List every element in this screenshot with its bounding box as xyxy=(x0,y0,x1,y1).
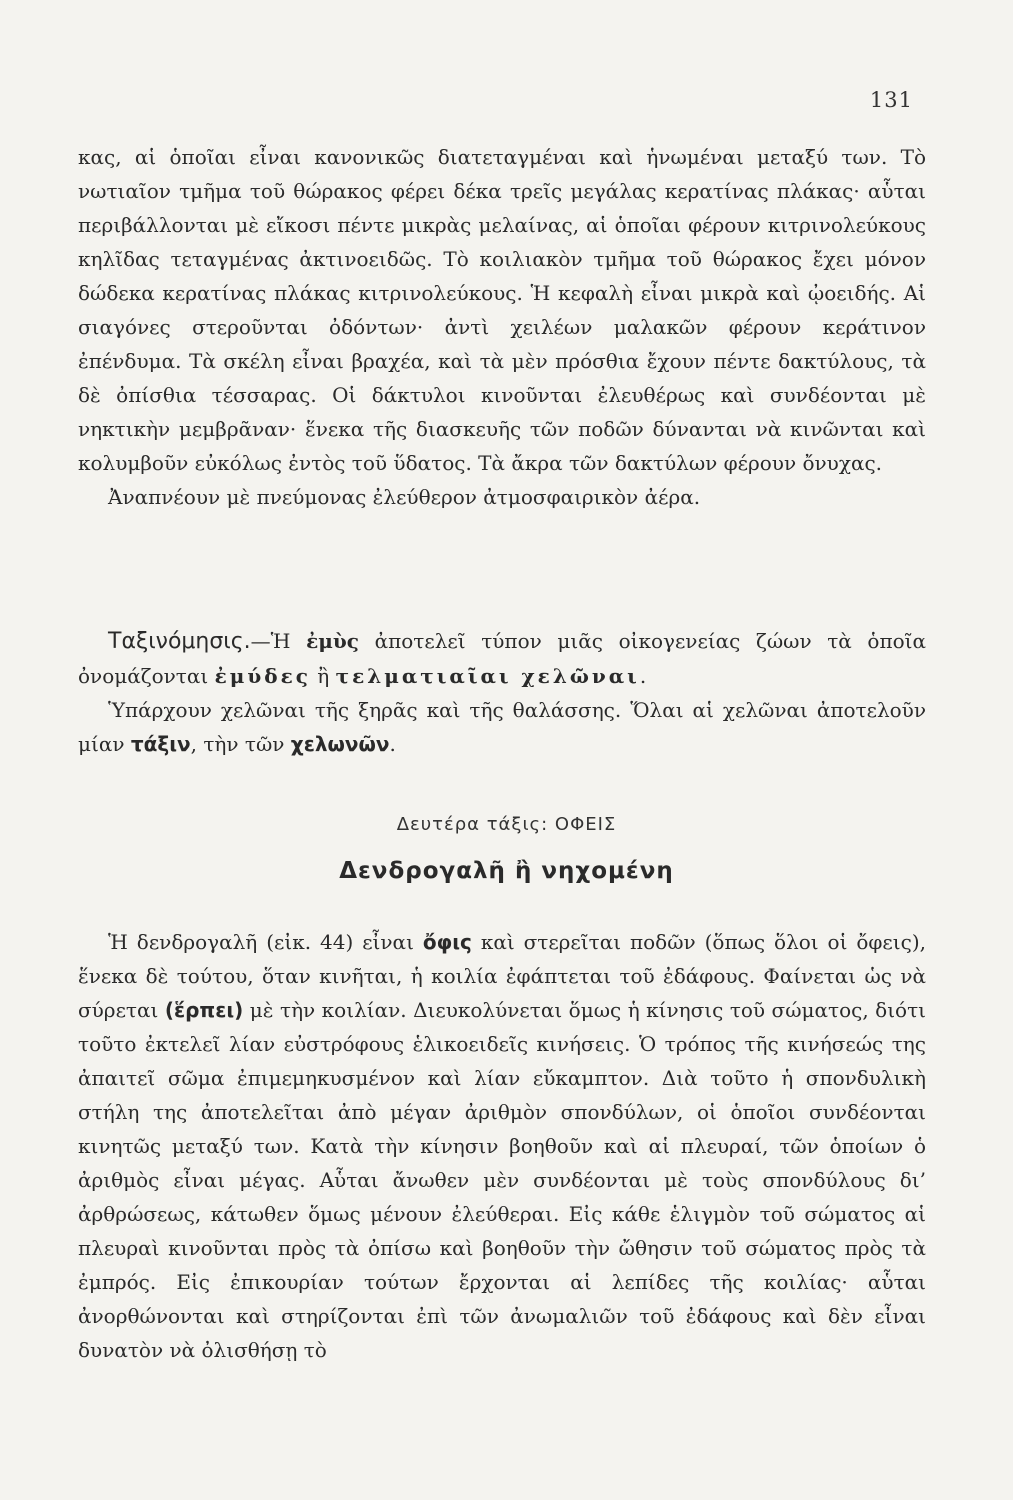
term-telmatiai-chelonai: τελματιαῖαι χελῶναι xyxy=(335,664,640,688)
turtle-order-paragraph xyxy=(78,693,926,761)
order-label: Δευτέρα τάξις: ΟΦΕΙΣ xyxy=(396,814,617,835)
term-ofis: ὄφις xyxy=(422,930,472,954)
classification-paragraph xyxy=(78,624,926,693)
classification-text: . xyxy=(639,664,647,688)
turtle-anatomy-paragraph: κας, αἱ ὁποῖαι εἶναι κανονικῶς διατεταγμέναι καὶ ἡνωμέναι μεταξύ των. Τὸ νωτιαῖον τμῆμα τοῦ θώρακος φέρει δέκα τρεῖς μεγάλας κερατίνας πλάκας· αὗται περιβάλλονται μὲ εἴκοσι πέντε μικρὰς μελαίνας, αἱ ὁποῖαι φέρουν κιτρινολεύκους κηλῖδας τεταγμένας ἀκτινοειδῶς. Τὸ κοιλιακὸν τμῆμα τοῦ θώρακος ἔχει μόνον δώδεκα κερατίνας πλάκας κιτρινολεύκους. Ἡ κεφαλὴ εἶναι μικρὰ καὶ ᾠοειδής. Αἱ σιαγόνες στεροῦνται ὀδόντων· ἀντὶ χειλέων μαλακῶν φέρουν κεράτινον ἐπένδυμα. Τὰ σκέλη εἶναι βραχέα, καὶ τὰ μὲν πρόσθια ἔχουν πέντε δακτύλους, τὰ δὲ ὀπίσθια τέσσαρας. Οἱ δάκτυλοι κινοῦνται ἐλευθέρως καὶ συνδέονται μὲ νηκτικὴν μεμβρᾶναν· ἕνεκα τῆς διασκευῆς τῶν ποδῶν δύνανται νὰ κινῶνται καὶ κολυμβοῦν εὐκόλως ἐντὸς τοῦ ὕδατος. Τὰ ἄκρα τῶν δακτύλων φέρουν ὄνυχας. xyxy=(78,145,926,475)
turtle-breathing-paragraph: Ἀναπνέουν μὲ πνεύμονας ἐλεύθερον ἀτμοσφαιρικὸν ἀέρα. xyxy=(108,485,701,509)
order-text: , τὴν τῶν xyxy=(190,732,291,756)
classification-heading: Ταξινόμησις. xyxy=(108,629,251,654)
classification-text: ἀποτελεῖ τύπον μιᾶς οἰκογενείας ζώων τὰ ὁποῖα ὀνομάζονται xyxy=(78,629,926,688)
page-number: 131 xyxy=(869,88,913,112)
classification-dash: — xyxy=(250,629,271,653)
species-title: Δενδρογαλῆ ἢ νηχομένη xyxy=(339,858,674,884)
snake-description-section xyxy=(78,925,926,1367)
classification-text: Ἡ xyxy=(270,629,307,653)
snake-paragraph xyxy=(78,925,926,1367)
term-taxin: τάξιν xyxy=(130,732,191,756)
snake-text: Ἡ δενδρογαλῆ (εἰκ. 44) εἶναι xyxy=(108,930,423,954)
turtle-description-section xyxy=(78,140,926,514)
order-text: . xyxy=(389,732,396,756)
term-emys: ἐμὺς xyxy=(306,629,359,653)
classification-text: ἢ xyxy=(310,664,336,688)
snake-text: καὶ στερεῖται ποδῶν (ὅπως ὅλοι οἱ ὄφεις), ἕνεκα δὲ τούτου, ὅταν κινῆται, ἡ κοιλία ἐφάπτεται τοῦ ἐδάφους. Φαίνεται ὡς νὰ σύρεται xyxy=(78,930,926,1022)
term-chelonon: χελωνῶν xyxy=(290,732,390,756)
snake-text: μὲ τὴν κοιλίαν. Διευκολύνεται ὅμως ἡ κίνησις τοῦ σώματος, διότι τοῦτο ἐκτελεῖ λίαν εὐστρόφους ἑλικοειδεῖς κινήσεις. Ὁ τρόπος τῆς κινήσεώς της ἀπαιτεῖ σῶμα ἐπιμεμηκυσμένον καὶ λίαν εὔκαμπτον. Διὰ τοῦτο ἡ σπονδυλικὴ στήλη της ἀποτελεῖται ἀπὸ μέγαν ἀριθμὸν σπονδύλων, οἱ ὁποῖοι συνδέονται κινητῶς μεταξύ των. Κατὰ τὴν κίνησιν βοηθοῦν καὶ αἱ πλευραί, τῶν ὁποίων ὁ ἀριθμὸς εἶναι μέγας. Αὗται ἄνωθεν μὲν συνδέονται μὲ τοὺς σπονδύλους δι’ ἀρθρώσεως, κάτωθεν ὅμως μένουν ἐλεύθεραι. Εἰς κάθε ἑλιγμὸν τοῦ σώματος αἱ πλευραὶ κινοῦνται πρὸς τὰ ὀπίσω καὶ βοηθοῦν τὴν ὤθησιν τοῦ σώματος πρὸς τὰ ἐμπρός. Εἰς ἐπικουρίαν τούτων ἔρχονται αἱ λεπίδες τῆς κοιλίας· αὗται ἀνορθώνονται καὶ στηρίζονται ἐπὶ τῶν ἀνωμαλιῶν τοῦ ἐδάφους καὶ δὲν εἶναι δυνατὸν νὰ ὀλισθήσῃ τὸ xyxy=(78,998,926,1362)
term-erpei: (ἕρπει) xyxy=(164,998,244,1022)
term-emydes: ἐμύδες xyxy=(214,664,311,688)
classification-section xyxy=(78,624,926,761)
order-text: Ὑπάρχουν χελῶναι τῆς ξηρᾶς καὶ τῆς θαλάσσης. Ὅλαι αἱ χελῶναι ἀποτελοῦν μίαν xyxy=(78,698,926,756)
